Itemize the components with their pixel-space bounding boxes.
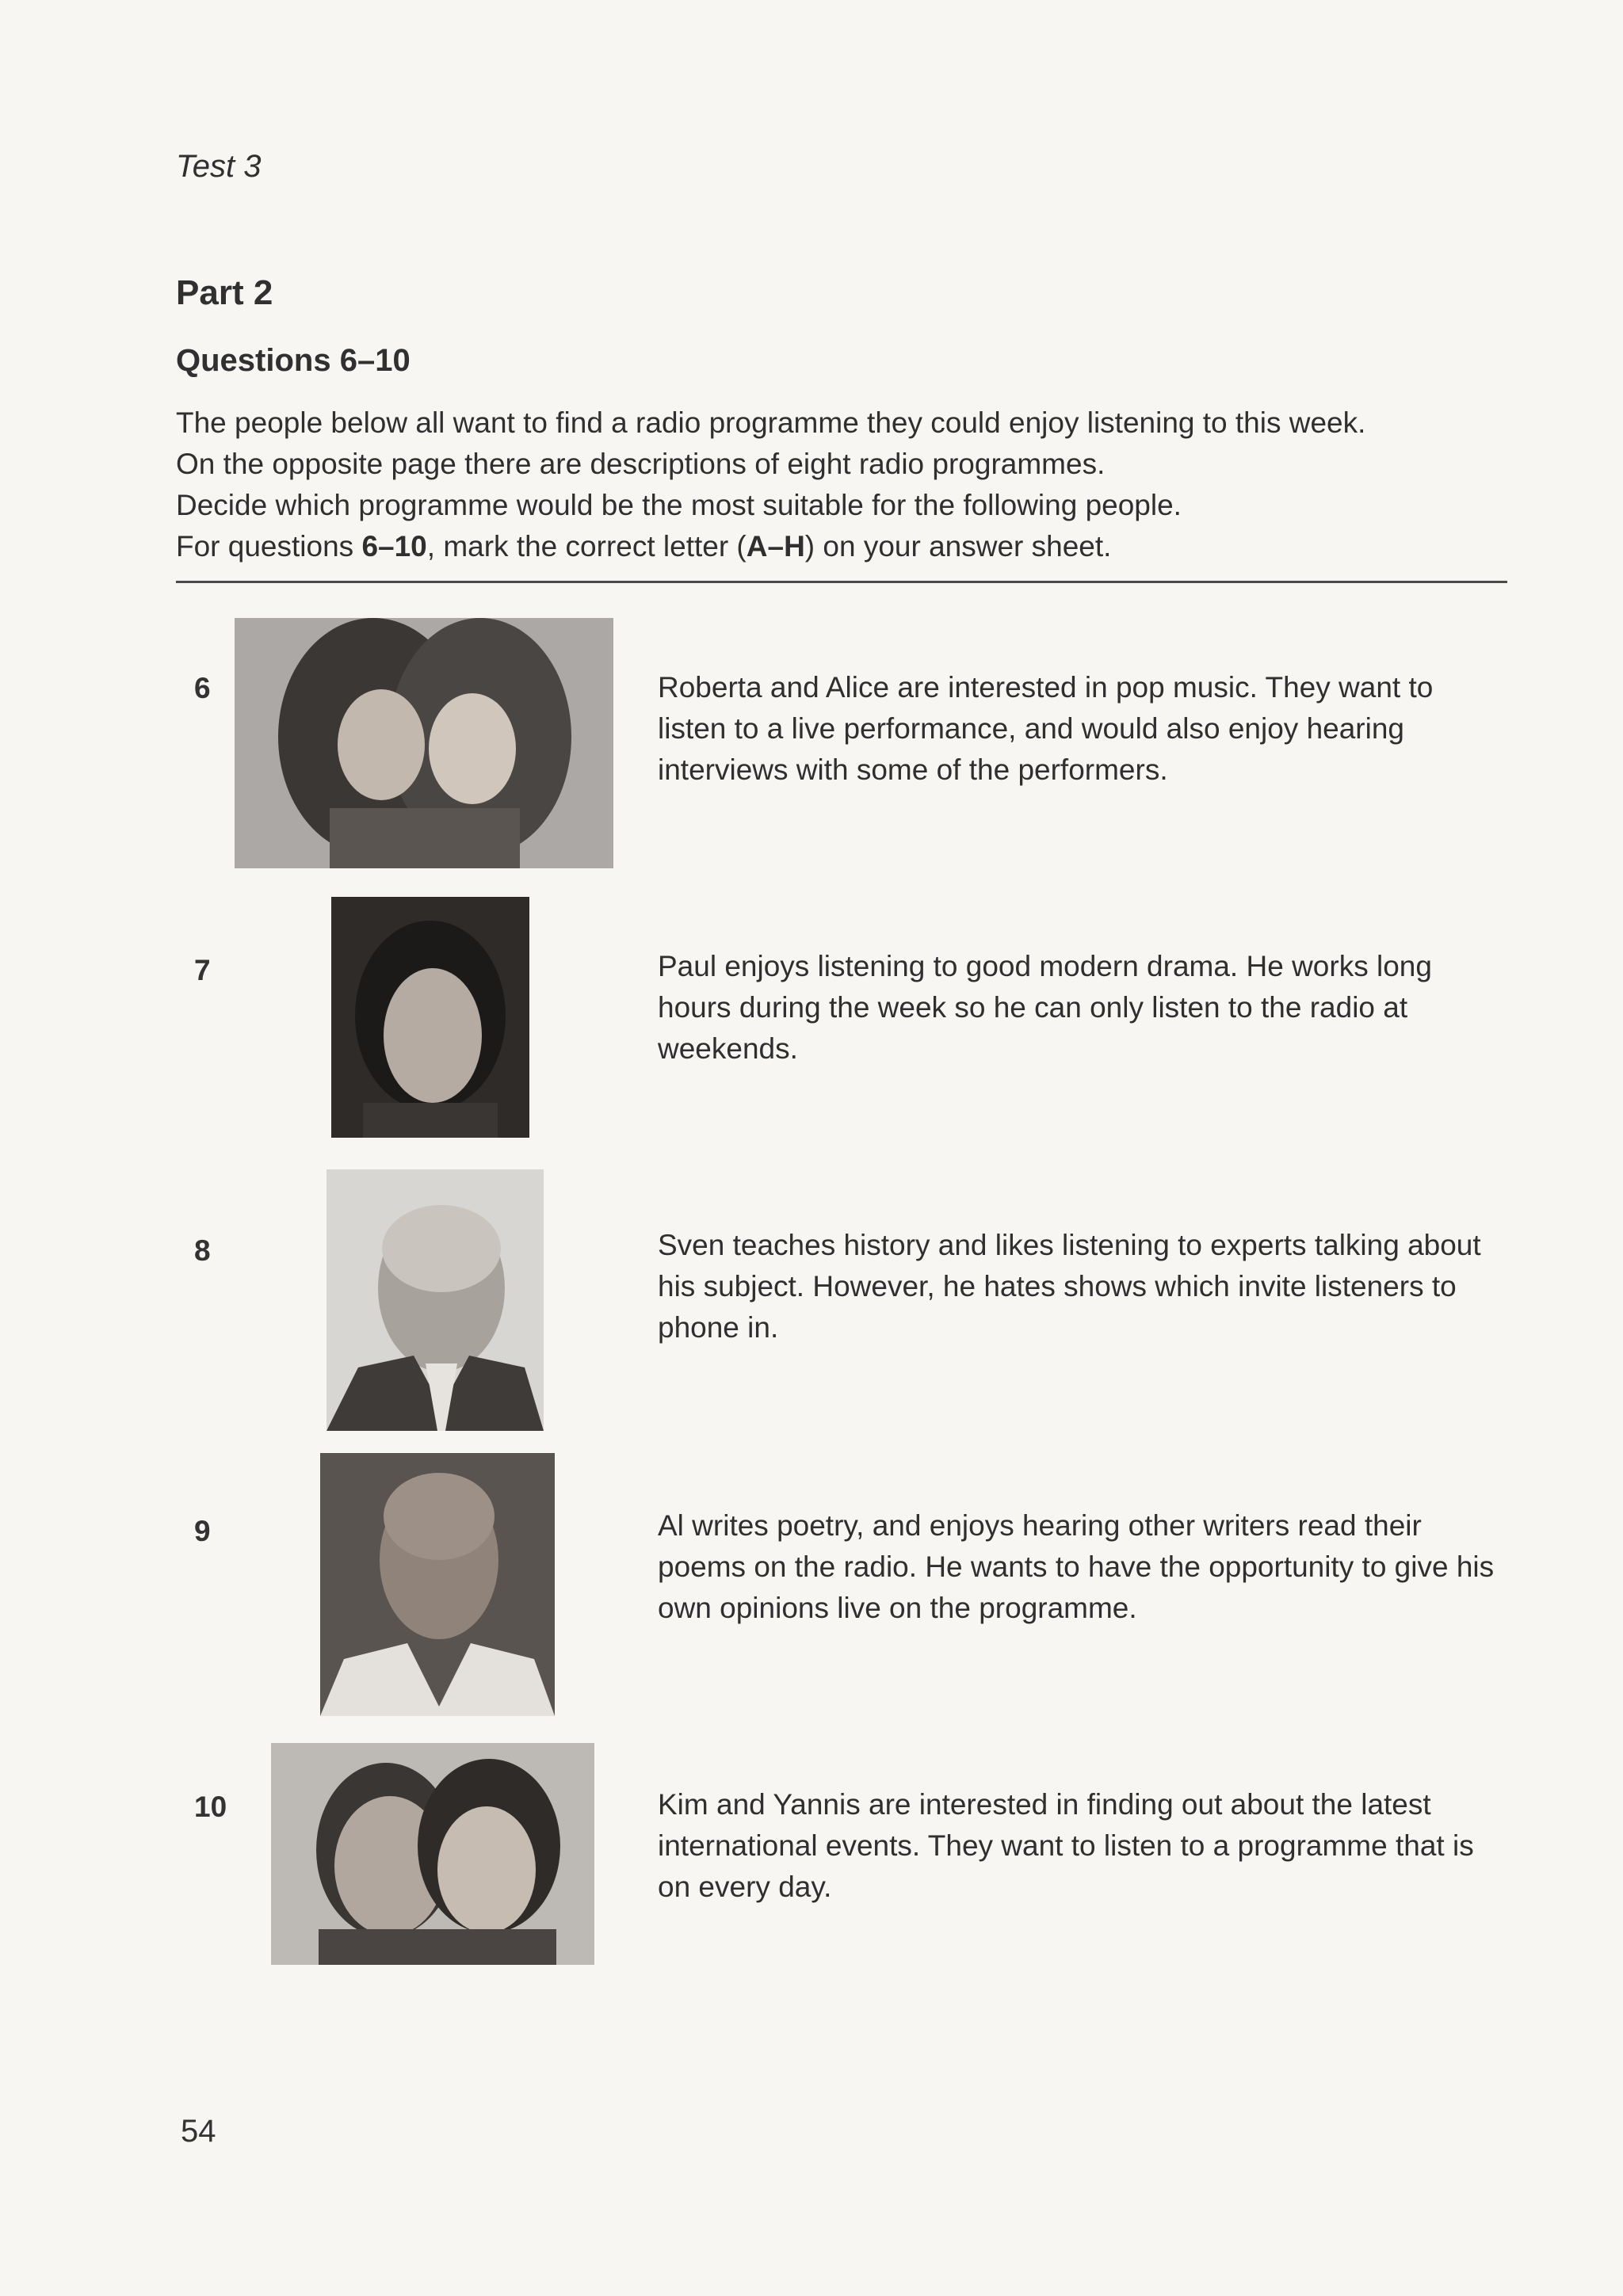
photo-two-women: [235, 618, 613, 868]
running-header: Test 3: [176, 149, 262, 184]
question-range: 6–10: [361, 530, 427, 563]
photo-bald-man-image: [320, 1453, 555, 1716]
section-divider: [176, 581, 1507, 583]
instruction-line: Decide which programme would be the most suitable for the following people.: [176, 489, 1182, 521]
item-description: Al writes poetry, and enjoys hearing other writers read their poems on the radio. He wants to have the opportunity to give his own opinions live on the programme.: [658, 1509, 1495, 1624]
part-title: Part 2: [176, 273, 273, 312]
question-number: 10: [194, 1791, 227, 1823]
question-number: 9: [194, 1515, 211, 1547]
item-description: Paul enjoys listening to good modern drama. He works long hours during the week so he can only listen to the radio at weekends.: [658, 950, 1432, 1065]
page-number: 54: [181, 2114, 216, 2149]
instruction-line: On the opposite page there are descriptions of eight radio programmes.: [176, 448, 1106, 480]
instruction-line-last: [176, 526, 1523, 567]
photo-older-man: [327, 1169, 544, 1431]
instructions: [176, 402, 1523, 567]
instruction-line: The people below all want to find a radio programme they could enjoy listening to this week.: [176, 406, 1366, 439]
photo-older-man-image: [327, 1169, 544, 1431]
photo-young-man: [331, 897, 529, 1138]
question-number: 6: [194, 672, 211, 704]
letter-range: A–H: [746, 530, 805, 563]
question-number: 7: [194, 954, 211, 986]
photo-two-women-image: [235, 618, 613, 868]
questions-title: Questions 6–10: [176, 343, 411, 378]
question-number: 8: [194, 1234, 211, 1267]
item-description: Kim and Yannis are interested in finding out about the latest international events. They want to listen to a programme that is on every day.: [658, 1788, 1474, 1903]
photo-couple: [271, 1743, 594, 1965]
instruction-text: ) on your answer sheet.: [804, 530, 1112, 563]
item-description: Sven teaches history and likes listening to experts talking about his subject. However, he hates shows which invite listeners to phone in.: [658, 1229, 1481, 1344]
instruction-text: , mark the correct letter (: [426, 530, 747, 563]
photo-couple-image: [271, 1743, 594, 1965]
photo-bald-man: [320, 1453, 555, 1716]
instruction-text: For questions: [176, 530, 362, 563]
item-description: Roberta and Alice are interested in pop music. They want to listen to a live performance, and would also enjoy hearing interviews with some of the performers.: [658, 671, 1434, 786]
photo-young-man-image: [331, 897, 529, 1138]
